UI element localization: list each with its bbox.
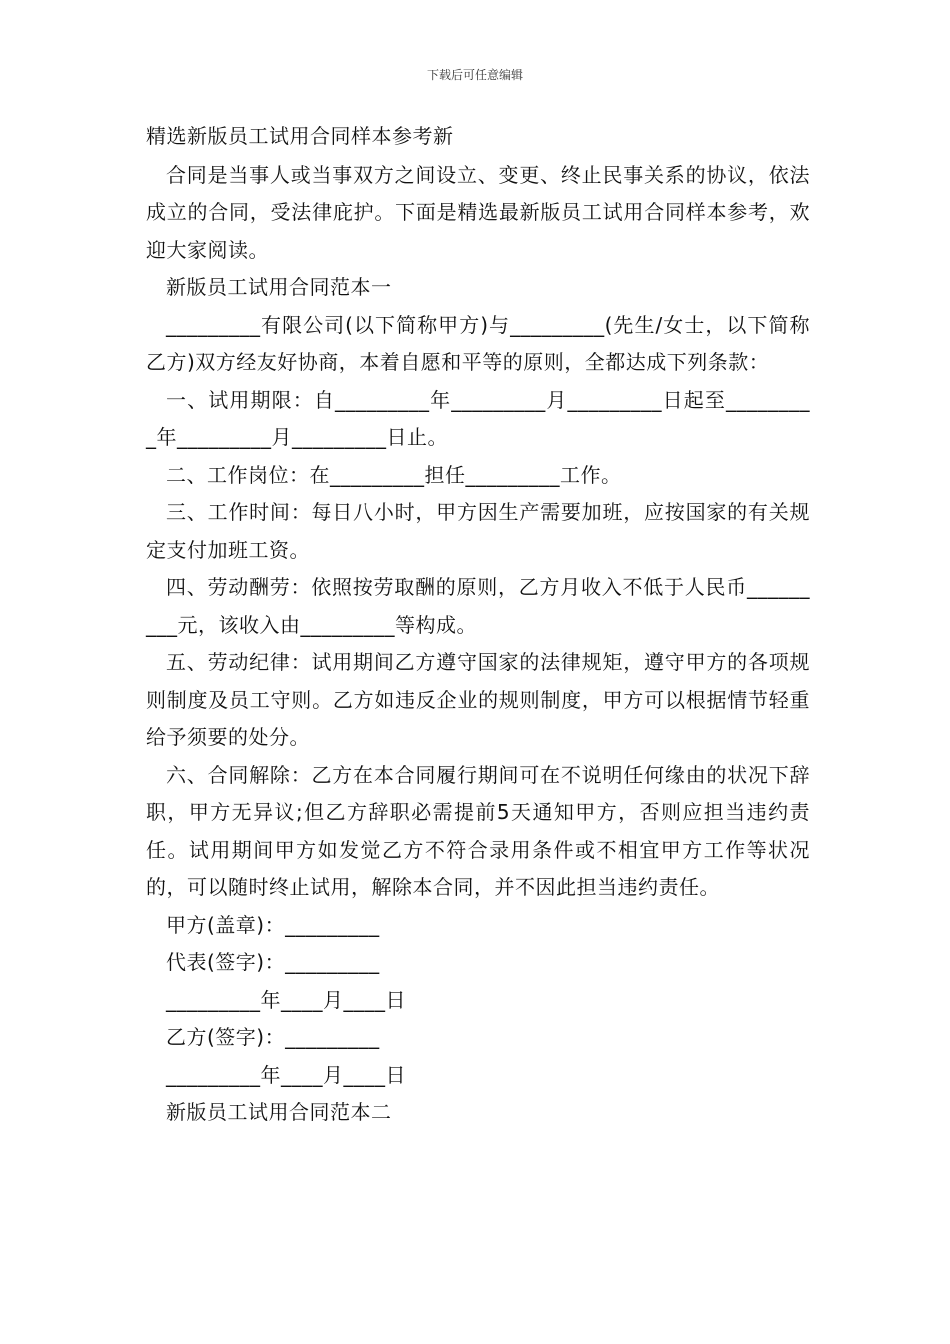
document-title: 精选新版员工试用合同样本参考新 (146, 124, 454, 148)
section-heading-2: 新版员工试用合同范本二 (166, 1100, 392, 1124)
document-body (146, 118, 810, 1132)
clause-trial-period: 一、试用期限：自_________年_________月_________日起至_________年_________月_________日止。 (146, 387, 810, 449)
parties-paragraph: _________有限公司(以下简称甲方)与_________(先生/女士，以下简称乙方)双方经友好协商，本着自愿和平等的原则，全都达成下列条款： (146, 312, 810, 374)
signature-date-a: _________年____月____日 (166, 987, 406, 1012)
signature-party-b: 乙方(签字)：_________ (166, 1025, 380, 1049)
clause-work-hours: 三、工作时间：每日八小时，甲方因生产需要加班，应按国家的有关规定支付加班工资。 (146, 500, 810, 562)
clause-position: 二、工作岗位：在_________担任_________工作。 (166, 462, 622, 487)
section-heading-1: 新版员工试用合同范本一 (166, 275, 392, 299)
clause-remuneration: 四、劳动酬劳：依照按劳取酬的原则，乙方月收入不低于人民币_________元，该收入由_________等构成。 (146, 575, 810, 637)
page-header: 下载后可任意编辑 (426, 68, 523, 82)
signature-representative: 代表(签字)：_________ (166, 950, 380, 974)
clause-discipline: 五、劳动纪律：试用期间乙方遵守国家的法律规矩，遵守甲方的各项规则制度及员工守则。乙方如违反企业的规则制度，甲方可以根据情节轻重给予须要的处分。 (146, 650, 810, 749)
clause-termination: 六、合同解除：乙方在本合同履行期间可在不说明任何缘由的状况下辞职，甲方无异议;但乙方辞职必需提前5天通知甲方，否则应担当违约责任。试用期间甲方如发觉乙方不符合录用条件或不相宜甲方工作等状况的，可以随时终止试用，解除本合同，并不因此担当违约责任。 (146, 762, 810, 899)
intro-paragraph: 合同是当事人或当事双方之间设立、变更、终止民事关系的协议，依法成立的合同，受法律庇护。下面是精选最新版员工试用合同样本参考，欢迎大家阅读。 (146, 162, 810, 262)
signature-party-a: 甲方(盖章)：_________ (166, 912, 380, 937)
signature-date-b: _________年____月____日 (166, 1062, 406, 1087)
